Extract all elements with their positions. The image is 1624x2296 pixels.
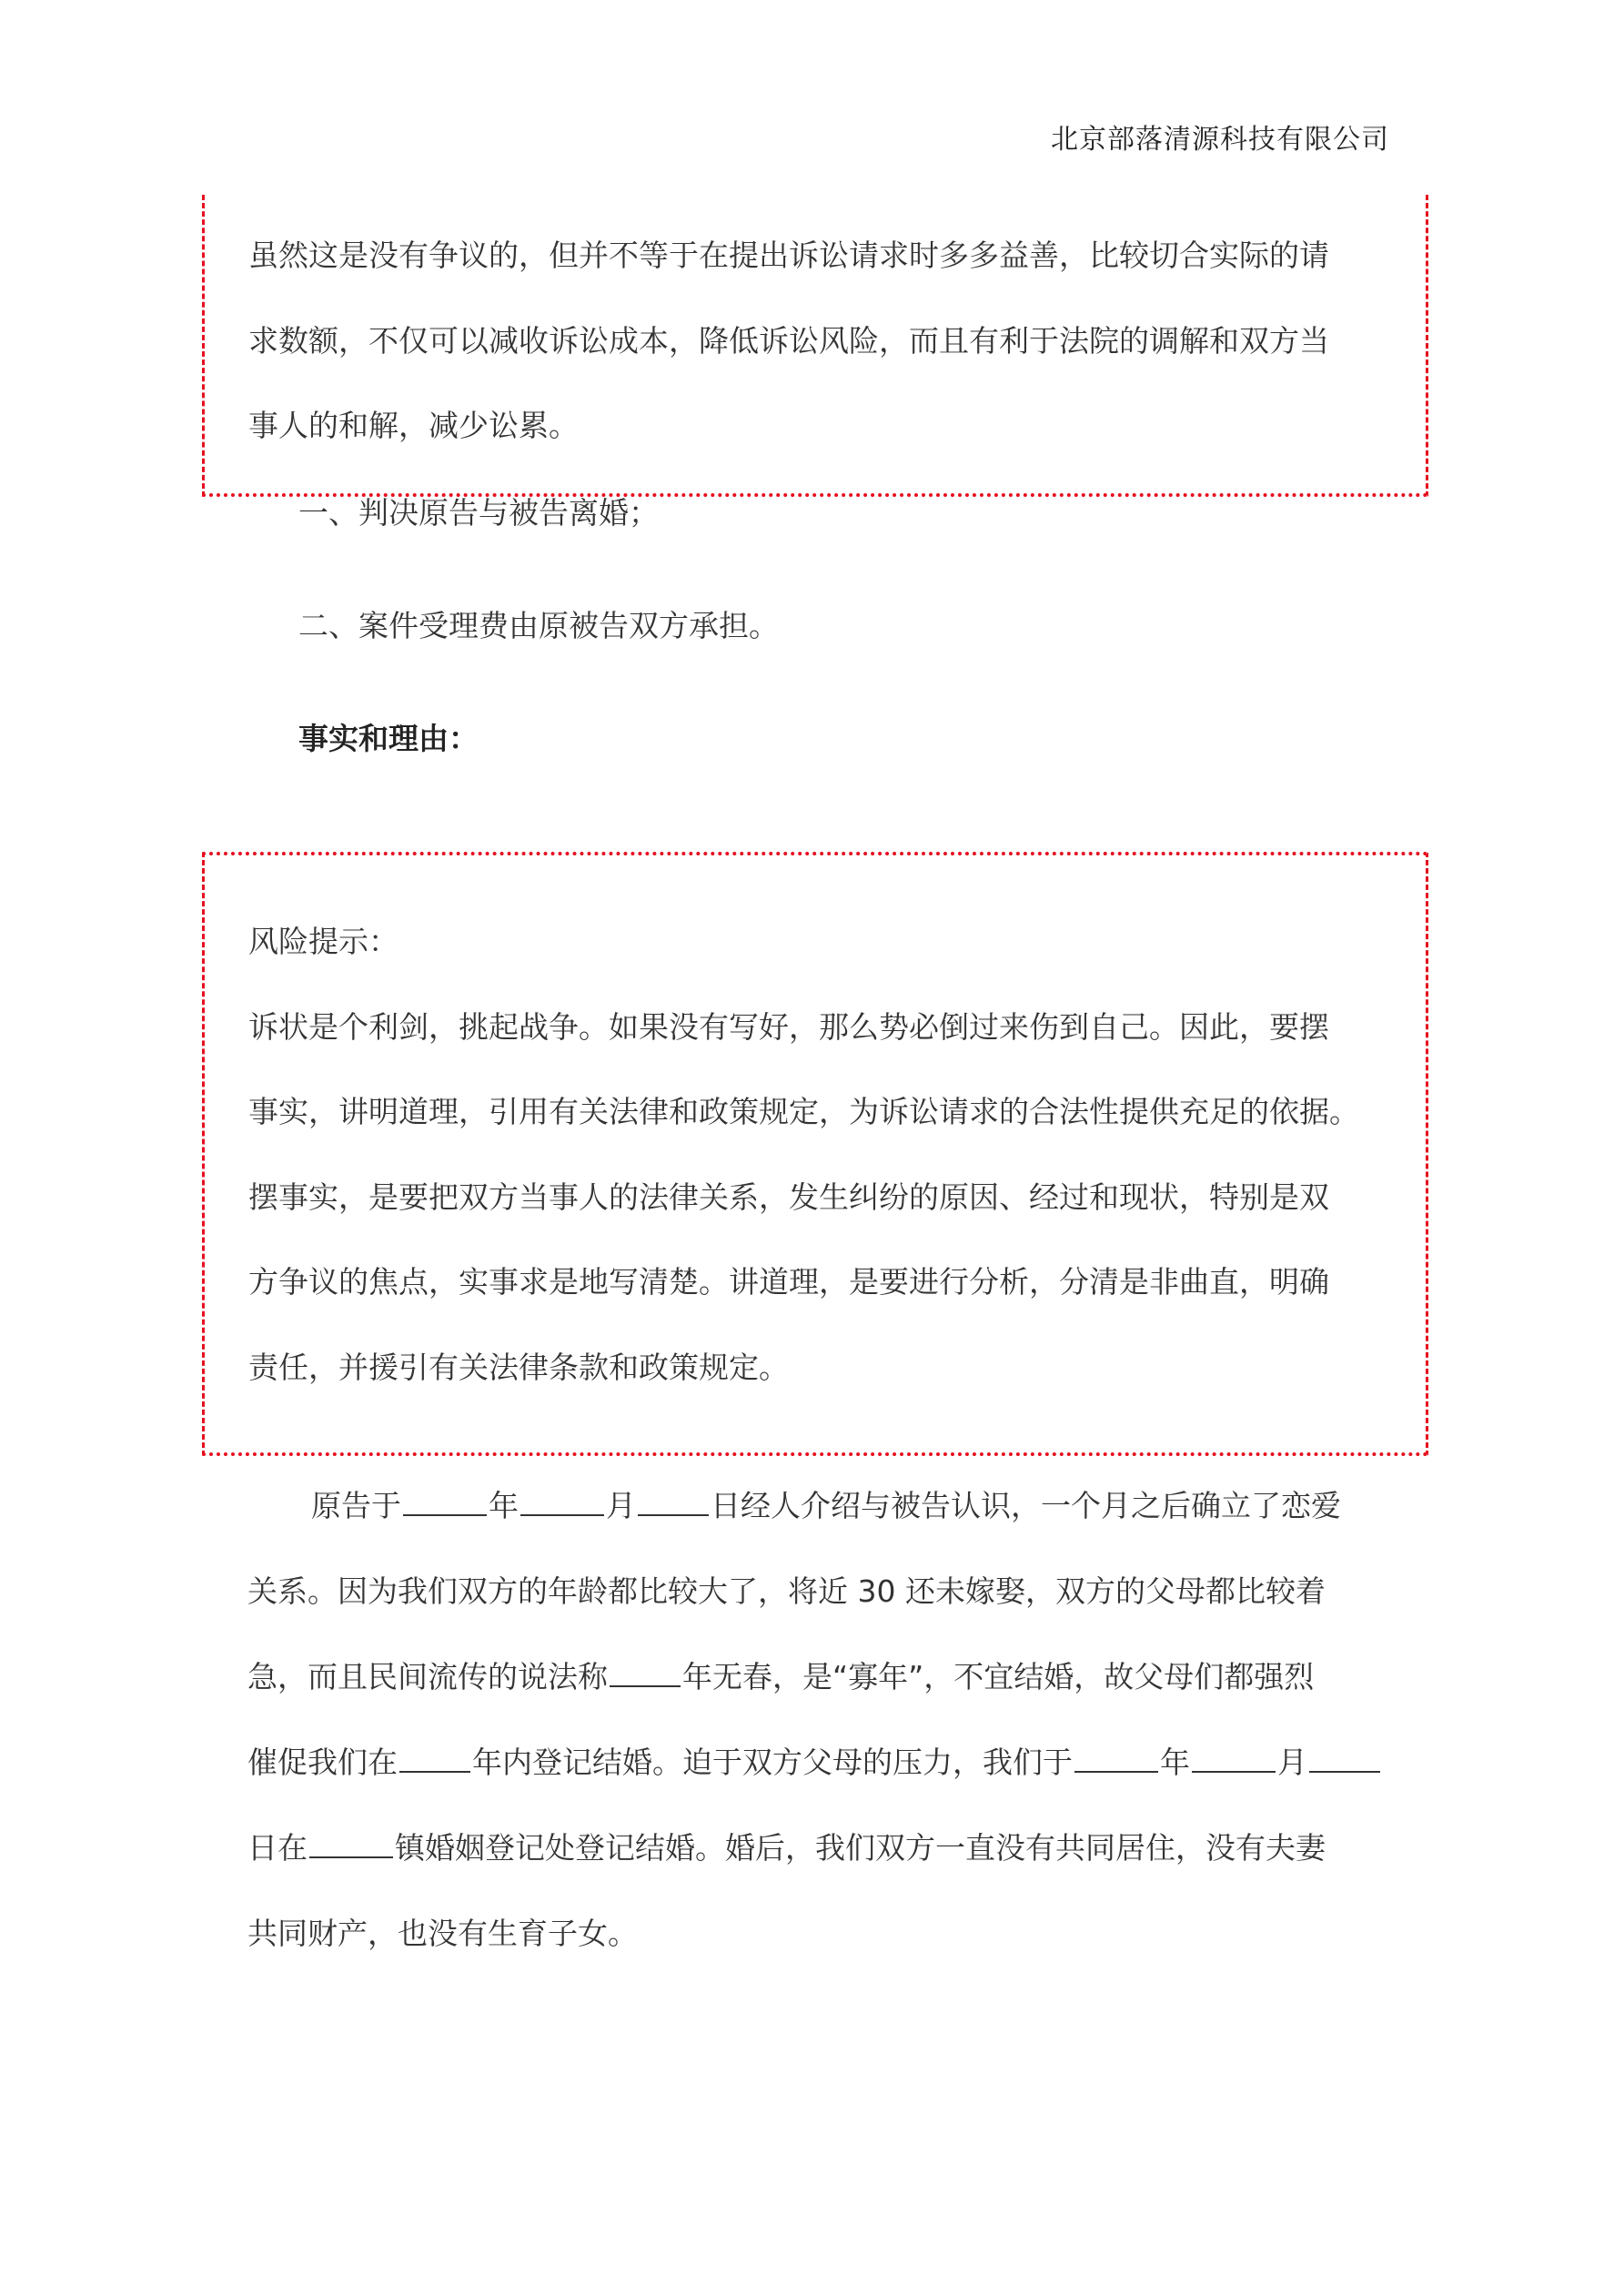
risk-tip-text: [248, 899, 1389, 1410]
facts-paragraph: [247, 1463, 1394, 1977]
facts-line-3: 急，而且民间流传的说法称 年无春，是“寡年”，不宜结婚，故父母们都强烈: [247, 1659, 1315, 1694]
risk-tip-title: 风险提示：: [248, 924, 398, 959]
risk-tip-line: 事实，讲明道理，引用有关法律和政策规定，为诉讼请求的合法性提供充足的依据。: [248, 1094, 1359, 1129]
facts-line-2: 关系。因为我们双方的年龄都比较大了，将近 30 还未嫁娶，双方的父母都比较着: [247, 1573, 1326, 1609]
facts-line-4: 催促我们在 年内登记结婚。迫于双方父母的压力，我们于 年 月: [247, 1720, 1394, 1805]
year-blank[interactable]: [399, 1744, 470, 1773]
date-blank-day[interactable]: [1309, 1744, 1380, 1773]
risk-tip-line: 责任，并援引有关法律条款和政策规定。: [248, 1349, 789, 1385]
claim-item-2: 二、案件受理费由原被告双方承担。: [298, 608, 779, 643]
date-blank-day[interactable]: [638, 1487, 709, 1516]
tip-line: 虽然这是没有争议的，但并不等于在提出诉讼请求时多多益善，比较切合实际的请: [248, 238, 1329, 273]
tip-line: 求数额，不仅可以减收诉讼成本，降低诉讼风险，而且有利于法院的调解和双方当: [248, 322, 1329, 359]
section-heading: 事实和理由：: [298, 721, 479, 756]
tip-box-continued: [202, 195, 1428, 497]
risk-tip-line: 方争议的焦点，实事求是地写清楚。讲道理，是要进行分析，分清是非曲直，明确: [248, 1264, 1329, 1300]
date-blank-month[interactable]: [1192, 1744, 1276, 1773]
date-blank-month[interactable]: [520, 1487, 604, 1516]
header-company-name: 北京部落清源科技有限公司: [1051, 124, 1389, 156]
date-blank-year[interactable]: [1074, 1744, 1158, 1773]
facts-line-1: 原告于 年 月 日经人介绍与被告认识，一个月之后确立了恋爱: [311, 1488, 1341, 1523]
tip-line: 事人的和解，减少讼累。: [248, 408, 579, 443]
town-blank[interactable]: [309, 1829, 393, 1858]
facts-line-6: 共同财产，也没有生育子女。: [247, 1916, 638, 1951]
tip-box-text: [248, 213, 1389, 469]
risk-tip-line: 诉状是个利剑，挑起战争。如果没有写好，那么势必倒过来伤到自己。因此，要摆: [248, 1008, 1329, 1045]
risk-tip-box: [202, 852, 1428, 1456]
year-blank[interactable]: [610, 1658, 681, 1687]
facts-line-5: 日在 镇婚姻登记处登记结婚。婚后，我们双方一直没有共同居住，没有夫妻: [247, 1830, 1326, 1866]
risk-tip-line: 摆事实，是要把双方当事人的法律关系，发生纠纷的原因、经过和现状，特别是双: [248, 1178, 1329, 1215]
claim-item-1: 一、判决原告与被告离婚；: [298, 495, 659, 531]
date-blank-year[interactable]: [403, 1487, 487, 1516]
